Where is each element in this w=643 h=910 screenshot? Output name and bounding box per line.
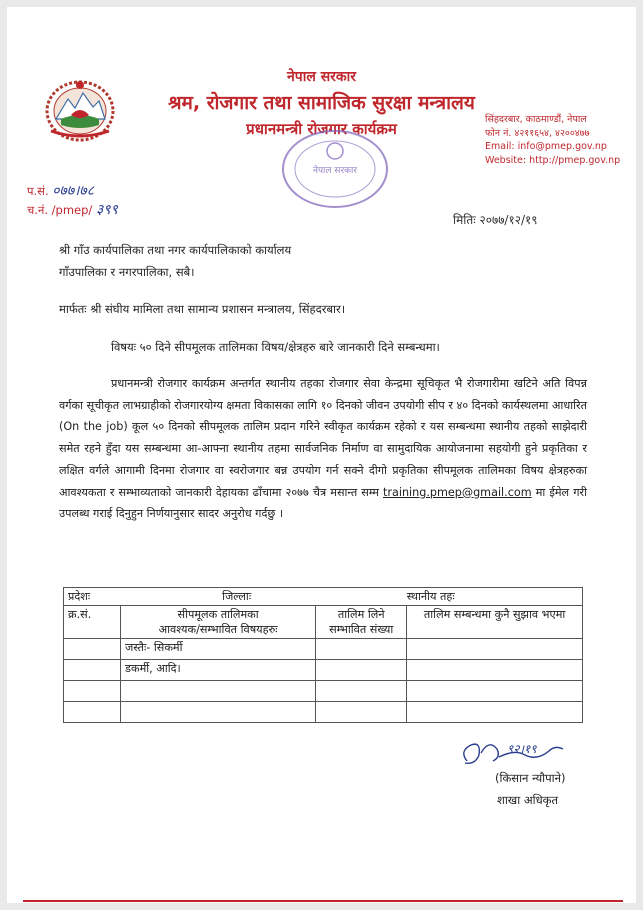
contact-block <box>485 113 635 167</box>
col-serial: क्र.सं. <box>68 608 92 621</box>
program-title: प्रधानमन्त्री रोजगार कार्यक्रम <box>246 120 397 138</box>
email-link[interactable]: training.pmep@gmail.com <box>383 485 532 499</box>
letter-date: मितिः २०७७/१२/१९ <box>453 213 538 227</box>
stamp-text: नेपाल सरकार <box>312 166 358 176</box>
via-line: मार्फतः श्री संघीय मामिला तथा सामान्य प्रशासन मन्त्रालय, सिंहदरबार। <box>59 302 346 316</box>
ref-cn-value: ३९९ <box>95 202 118 218</box>
col-count-line1: तालिम लिने <box>337 608 385 621</box>
ref-cn <box>27 200 118 219</box>
body-text-main: प्रधानमन्त्री रोजगार कार्यक्रम अन्तर्गत स्थानीय तहका रोजगार सेवा केन्द्रमा सूचिकृत भै रोजगारीमा खटिने अति विपन्न वर्गका सूचीकृत लाभग्राहीको रोजगारयोग्य क्षमता विकासका लागि १० दिनको जीवन उपयोगी सीप र ४० दिनको कार्यस्थलमा आधारित (On the job) कूल ५० दिनको सीपमूलक तालिम प्रदान गरिने स्वीकृत कार्यक्रम रहेको र यस सम्बन्धमा स्थानीय तहको साझेदारी समेत रहने हुँदा यस सम्बन्धमा आ-आफ्ना स्थानीय तहमा सार्वजनिक निर्माण वा सामुदायिक आयोजनामा सहयोगी हुने प्रकृतिका र लक्षित वर्गले आगामी दिनमा रोजगार वा स्वरोजगार बन्न उपयोग गर्न सक्ने दीगो प्रकृतिका सीपमूलक तालिमका विषय क्षेत्रहरुका आवश्यकता र सम्भाव्यताको जानकारी देहायका ढाँचामा २०७७ चैत्र मसान्त सम्म <box>59 377 587 499</box>
letter-page <box>7 7 636 903</box>
example-1: जस्तैः- सिकर्मी <box>125 641 183 654</box>
example-2: डकर्मी, आदि। <box>125 662 181 675</box>
contact-phone: फोन नं. ४२११६५४, ४२००४७७ <box>485 127 590 139</box>
local-level-label: स्थानीय तहः <box>406 590 455 603</box>
recipient-line-1: श्री गाँउ कार्यपालिका तथा नगर कार्यपालिकाको कार्यालय <box>59 243 292 257</box>
training-form-table <box>63 587 583 723</box>
table-row <box>64 660 583 681</box>
contact-website: Website: http://pmep.gov.np <box>485 154 621 166</box>
body-text-end: मा ईमेल गरी उपलब्ध गराई दिनुहुन निर्णयानुसार सादर अनुरोध गर्दछु । <box>59 485 588 521</box>
ref-ps <box>27 181 94 200</box>
signature-icon <box>445 731 585 775</box>
subject-line: विषयः ५० दिने सीपमूलक तालिमका विषय/क्षेत्रहरु बारे जानकारी दिने सम्बन्धमा। <box>111 340 440 354</box>
ref-ps-value: ०७७।७८ <box>52 183 94 199</box>
official-stamp-icon <box>275 125 395 215</box>
col-subject-line2: आवश्यक/सम्भावित विषयहरुः <box>158 623 278 636</box>
ref-ps-label: प.सं. <box>27 184 49 198</box>
col-count-line2: सम्भावित संख्या <box>329 623 394 636</box>
signatory-title: शाखा अधिकृत <box>497 793 559 807</box>
table-row <box>64 588 583 606</box>
contact-address: सिंहदरबार, काठमाण्डौं, नेपाल <box>485 114 587 125</box>
table-row <box>64 702 583 723</box>
signatory-name: (किसान न्यौपाने) <box>495 771 566 785</box>
contact-email: Email: info@pmep.gov.np <box>485 141 607 152</box>
body-paragraph <box>59 373 587 525</box>
district-label: जिल्लाः <box>222 590 252 603</box>
ref-cn-label: च.नं. /pmep/ <box>27 203 93 217</box>
table-row <box>64 639 583 660</box>
government-title: नेपाल सरकार <box>286 69 356 85</box>
table-header-row <box>64 606 583 639</box>
signature-scribble: ९२।१९ <box>507 742 537 756</box>
province-label: प्रदेशः <box>68 590 91 603</box>
ministry-title: श्रम, रोजगार तथा सामाजिक सुरक्षा मन्त्रालय <box>168 92 475 114</box>
recipient-line-2: गाँउपालिका र नगरपालिका, सबै। <box>59 265 195 279</box>
footer-divider <box>23 900 623 902</box>
col-subject-line1: सीपमूलक तालिमका <box>177 608 259 621</box>
table-row <box>64 681 583 702</box>
col-suggestion: तालिम सम्बन्धमा कुनै सुझाव भएमा <box>423 608 566 621</box>
